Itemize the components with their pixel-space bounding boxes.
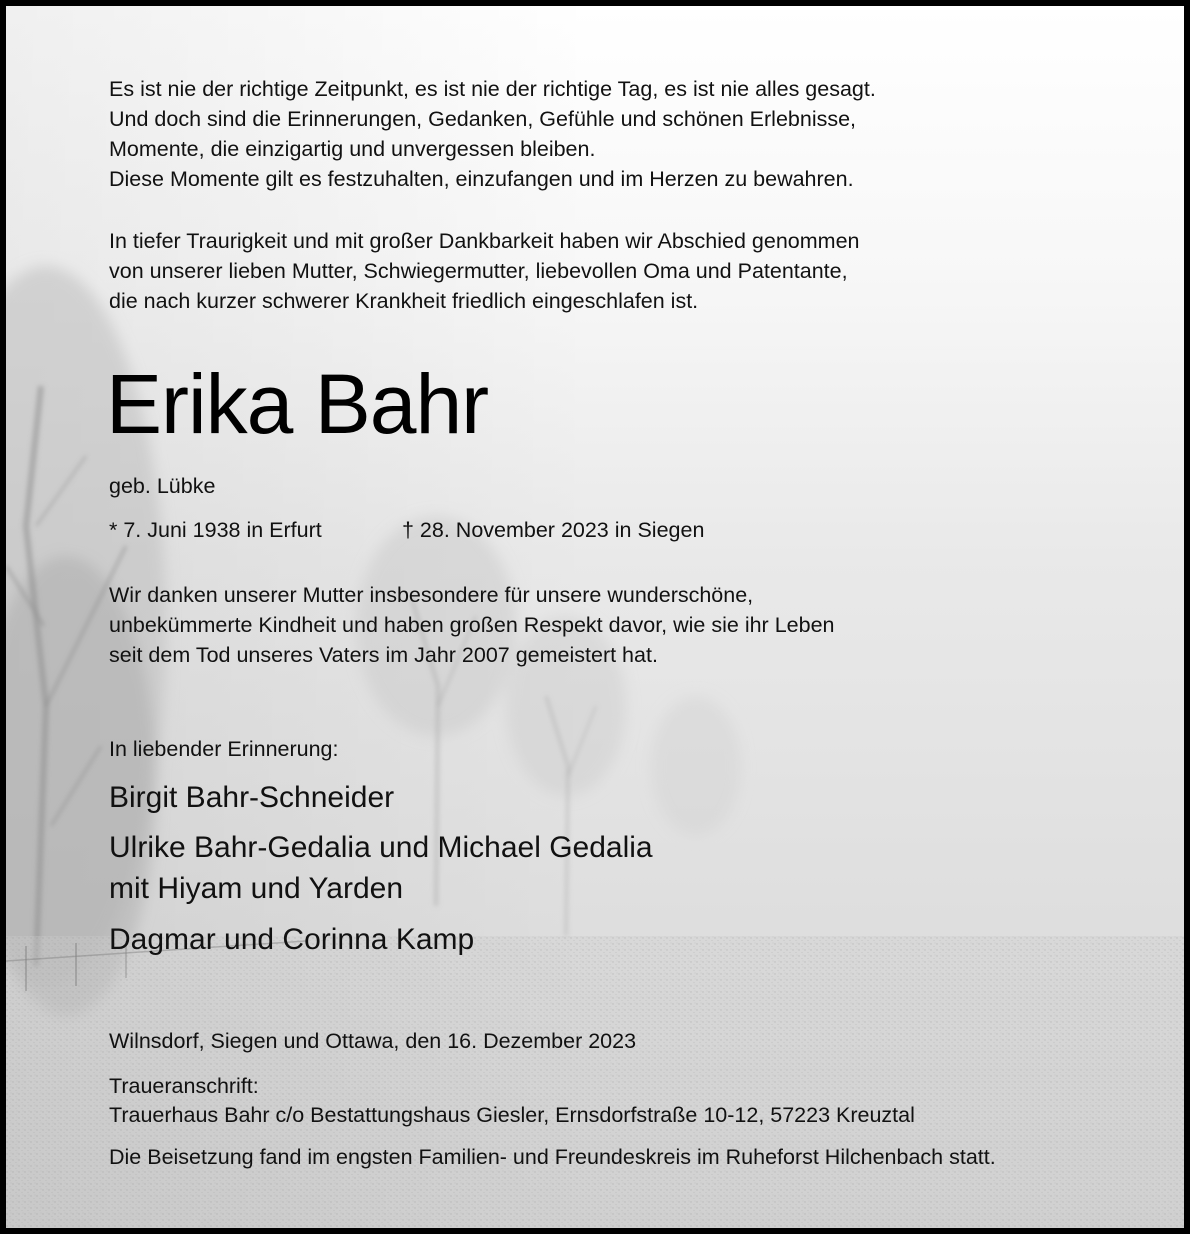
mourner-name: Birgit Bahr-Schneider xyxy=(109,781,395,814)
intro-line: Und doch sind die Erinnerungen, Gedanken, Gefühle und schönen Erlebnisse, xyxy=(109,107,857,131)
thanks-line: Wir danken unserer Mutter insbesondere für unsere wunderschöne, xyxy=(109,583,754,607)
mourner-name: Dagmar und Corinna Kamp xyxy=(109,923,475,956)
thanks-line: seit dem Tod unseres Vaters im Jahr 2007 gemeistert hat. xyxy=(109,643,658,667)
place-date: Wilnsdorf, Siegen und Ottawa, den 16. Dezember 2023 xyxy=(109,1029,637,1053)
mourner-name: Ulrike Bahr-Gedalia und Michael Gedalia xyxy=(109,831,653,864)
announcement-line: In tiefer Traurigkeit und mit großer Dankbarkeit haben wir Abschied genommen xyxy=(109,229,860,253)
burial-note: Die Beisetzung fand im engsten Familien- und Freundeskreis im Ruheforst Hilchenbach statt. xyxy=(109,1145,996,1169)
death-date: † 28. November 2023 in Siegen xyxy=(402,518,705,542)
birth-date: * 7. Juni 1938 in Erfurt xyxy=(109,518,322,542)
mourner-name: mit Hiyam und Yarden xyxy=(109,872,404,905)
intro-line: Es ist nie der richtige Zeitpunkt, es ist nie der richtige Tag, es ist nie alles gesagt. xyxy=(109,77,876,101)
memory-label: In liebender Erinnerung: xyxy=(109,737,339,761)
mourning-address: Trauerhaus Bahr c/o Bestattungshaus Giesler, Ernsdorfstraße 10-12, 57223 Kreuztal xyxy=(109,1103,915,1127)
announcement-line: von unserer lieben Mutter, Schwiegermutter, liebevollen Oma und Patentante, xyxy=(109,259,848,283)
maiden-name: geb. Lübke xyxy=(109,474,216,498)
intro-line: Diese Momente gilt es festzuhalten, einzufangen und im Herzen zu bewahren. xyxy=(109,167,854,191)
announcement-line: die nach kurzer schwerer Krankheit friedlich eingeschlafen ist. xyxy=(109,289,699,313)
intro-line: Momente, die einzigartig und unvergessen bleiben. xyxy=(109,137,596,161)
intro-verse xyxy=(109,74,876,194)
deceased-name: Erika Bahr xyxy=(106,357,489,451)
thanks-line: unbekümmerte Kindheit und haben großen Respekt davor, wie sie ihr Leben xyxy=(109,613,835,637)
address-label: Traueranschrift: xyxy=(109,1074,259,1098)
thanks-text xyxy=(109,580,834,670)
announcement xyxy=(109,226,859,316)
